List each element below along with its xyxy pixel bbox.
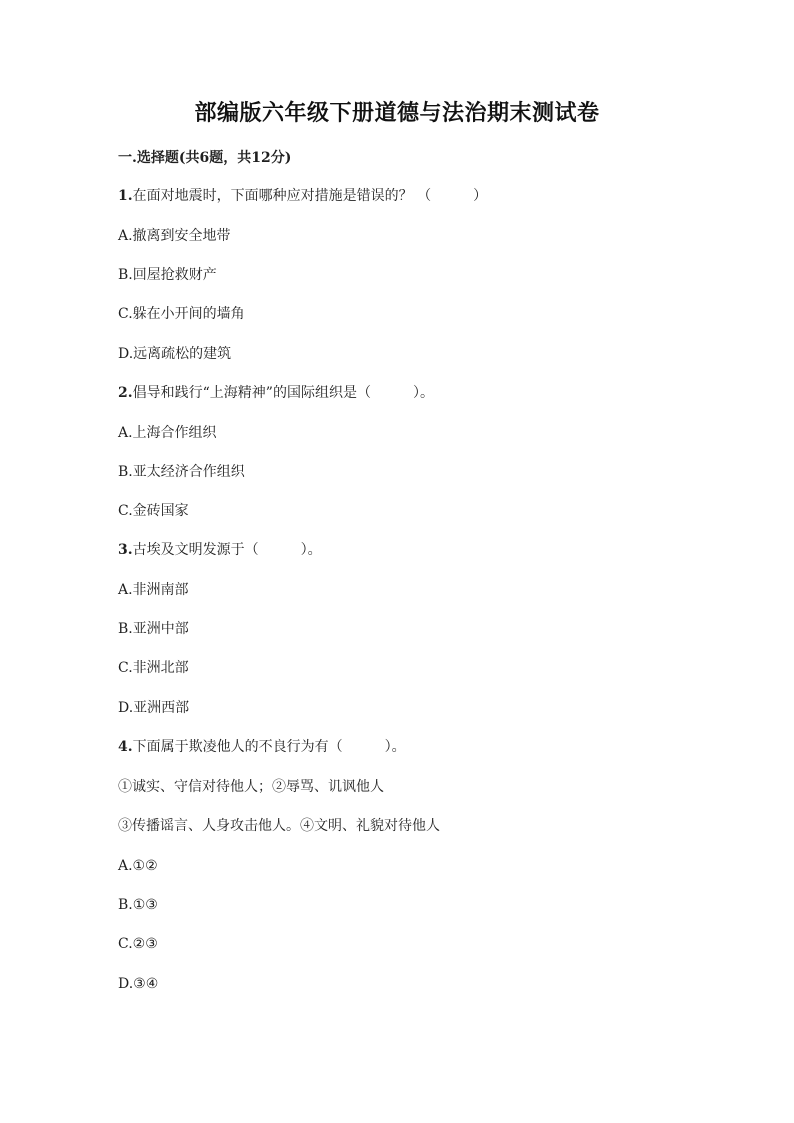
question-stem: 在面对地震时，下面哪种应对措施是错误的？ （ ）	[132, 188, 488, 204]
option-3d: D.亚洲西部	[118, 700, 190, 716]
option-1b: B.回屋抢救财产	[118, 267, 217, 283]
question-number: 4.	[118, 739, 133, 755]
option-4d: D.③④	[118, 976, 159, 992]
option-3a: A.非洲南部	[118, 582, 189, 598]
option-3b: B.亚洲中部	[118, 621, 189, 637]
option-4c: C.②③	[118, 936, 158, 952]
option-2a: A.上海合作组织	[118, 425, 217, 441]
section-heading: 一.选择题(共6题，共12分)	[118, 150, 292, 166]
question-number: 1.	[118, 188, 133, 204]
question-number: 3.	[118, 542, 133, 558]
question-stem: 下面属于欺凌他人的不良行为有（ ）。	[132, 739, 406, 755]
option-1d: D.远离疏松的建筑	[118, 346, 232, 362]
statement-4-1: ①诚实、守信对待他人；②辱骂、讥讽他人	[118, 779, 384, 795]
question-2	[118, 383, 434, 403]
option-4b: B.①③	[118, 897, 158, 913]
question-3	[118, 540, 322, 560]
option-1c: C.躲在小开间的墙角	[118, 306, 245, 322]
question-stem: 倡导和践行“上海精神”的国际组织是（ ）。	[132, 385, 434, 401]
question-number: 2.	[118, 385, 133, 401]
option-4a: A.①②	[118, 858, 158, 874]
question-4	[118, 737, 406, 757]
exam-title: 部编版六年级下册道德与法治期末测试卷	[194, 100, 600, 126]
option-2b: B.亚太经济合作组织	[118, 464, 245, 480]
option-1a: A.撤离到安全地带	[118, 228, 231, 244]
statement-4-2: ③传播谣言、人身攻击他人。④文明、礼貌对待他人	[118, 818, 440, 834]
option-2c: C.金砖国家	[118, 503, 189, 519]
option-3c: C.非洲北部	[118, 660, 189, 676]
question-1	[118, 186, 487, 206]
question-stem: 古埃及文明发源于（ ）。	[132, 542, 322, 558]
